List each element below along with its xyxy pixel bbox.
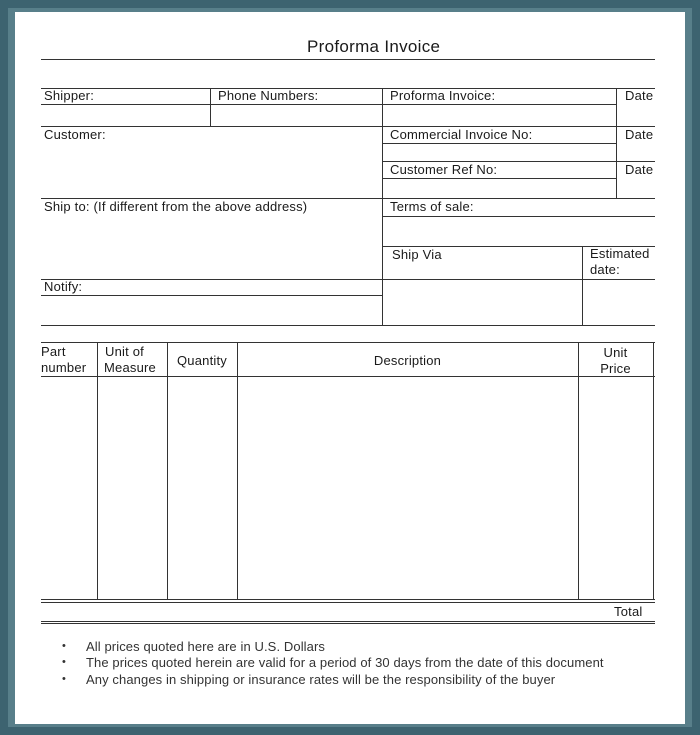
bullet-icon: •	[62, 640, 66, 652]
date-label-3: Date	[625, 162, 654, 177]
col-header-price-line1: Unit	[603, 345, 628, 360]
estimated-date-label-line2: date:	[590, 262, 620, 277]
col-header-quantity: Quantity	[176, 353, 227, 368]
notify-top-rule	[41, 279, 382, 280]
bullet-icon: •	[62, 656, 66, 668]
table-col-divider-3	[237, 342, 238, 600]
customer-top-rule	[41, 126, 655, 127]
date-label-1: Date	[625, 88, 654, 103]
table-col-divider-4	[578, 342, 579, 600]
note-text: All prices quoted here are in U.S. Dollars	[86, 639, 326, 654]
customer-ref-row-rule	[382, 178, 616, 179]
title-rule	[41, 59, 655, 60]
table-total-rule	[41, 621, 655, 622]
page-title: Proforma Invoice	[307, 37, 441, 56]
date-label-2: Date	[625, 127, 654, 142]
table-body-bottom-rule	[41, 599, 655, 600]
col-header-part-line1: Part	[41, 344, 66, 359]
col-header-unit-price	[578, 345, 653, 377]
estimated-date-label	[590, 246, 650, 278]
invoice-page	[15, 12, 685, 724]
col-header-part-line2: number	[41, 360, 87, 375]
terms-of-sale-label: Terms of sale:	[390, 199, 474, 214]
header-bottom-rule	[41, 325, 655, 326]
customer-label: Customer:	[44, 127, 106, 142]
ship-via-row-rule	[382, 279, 655, 280]
date-column-divider	[616, 88, 617, 198]
col-header-unit-of-measure	[104, 344, 166, 376]
table-top-rule	[41, 342, 655, 343]
proforma-row-rule	[382, 104, 616, 105]
table-right-edge	[653, 342, 654, 600]
header-top-rule	[41, 88, 655, 89]
customer-ref-label: Customer Ref No:	[390, 162, 498, 177]
commercial-invoice-label: Commercial Invoice No:	[390, 127, 533, 142]
phone-numbers-label: Phone Numbers:	[218, 88, 319, 103]
proforma-invoice-label: Proforma Invoice:	[390, 88, 496, 103]
shipper-phone-divider	[210, 88, 211, 126]
note-text: The prices quoted herein are valid for a period of 30 days from the date of this document	[86, 655, 604, 670]
estimated-date-divider	[582, 246, 583, 325]
notify-label: Notify:	[44, 279, 83, 294]
table-col-divider-2	[167, 342, 168, 600]
table-header-rule	[41, 376, 655, 377]
col-header-price-line2: Price	[600, 361, 631, 376]
shipper-label: Shipper:	[44, 88, 95, 103]
col-header-description: Description	[373, 353, 442, 368]
ship-to-label: Ship to: (If different from the above address)	[44, 199, 308, 214]
total-label: Total	[614, 604, 643, 619]
terms-row-rule	[382, 216, 655, 217]
ship-via-label: Ship Via	[392, 247, 442, 262]
estimated-date-label-line1: Estimated	[590, 246, 650, 261]
bullet-icon: •	[62, 673, 66, 685]
shipper-row-rule	[41, 104, 382, 105]
col-header-part-number	[41, 344, 97, 376]
commercial-row-rule	[382, 143, 616, 144]
table-total-rule-double	[41, 623, 655, 624]
header-center-divider	[382, 88, 383, 325]
col-header-unit-line2: Measure	[104, 360, 156, 375]
col-header-unit-line1: Unit of	[105, 344, 144, 359]
note-text: Any changes in shipping or insurance rates will be the responsibility of the buyer	[86, 672, 556, 687]
notify-row-rule	[41, 295, 382, 296]
table-body-bottom-rule-double	[41, 602, 655, 603]
table-col-divider-1	[97, 342, 98, 600]
